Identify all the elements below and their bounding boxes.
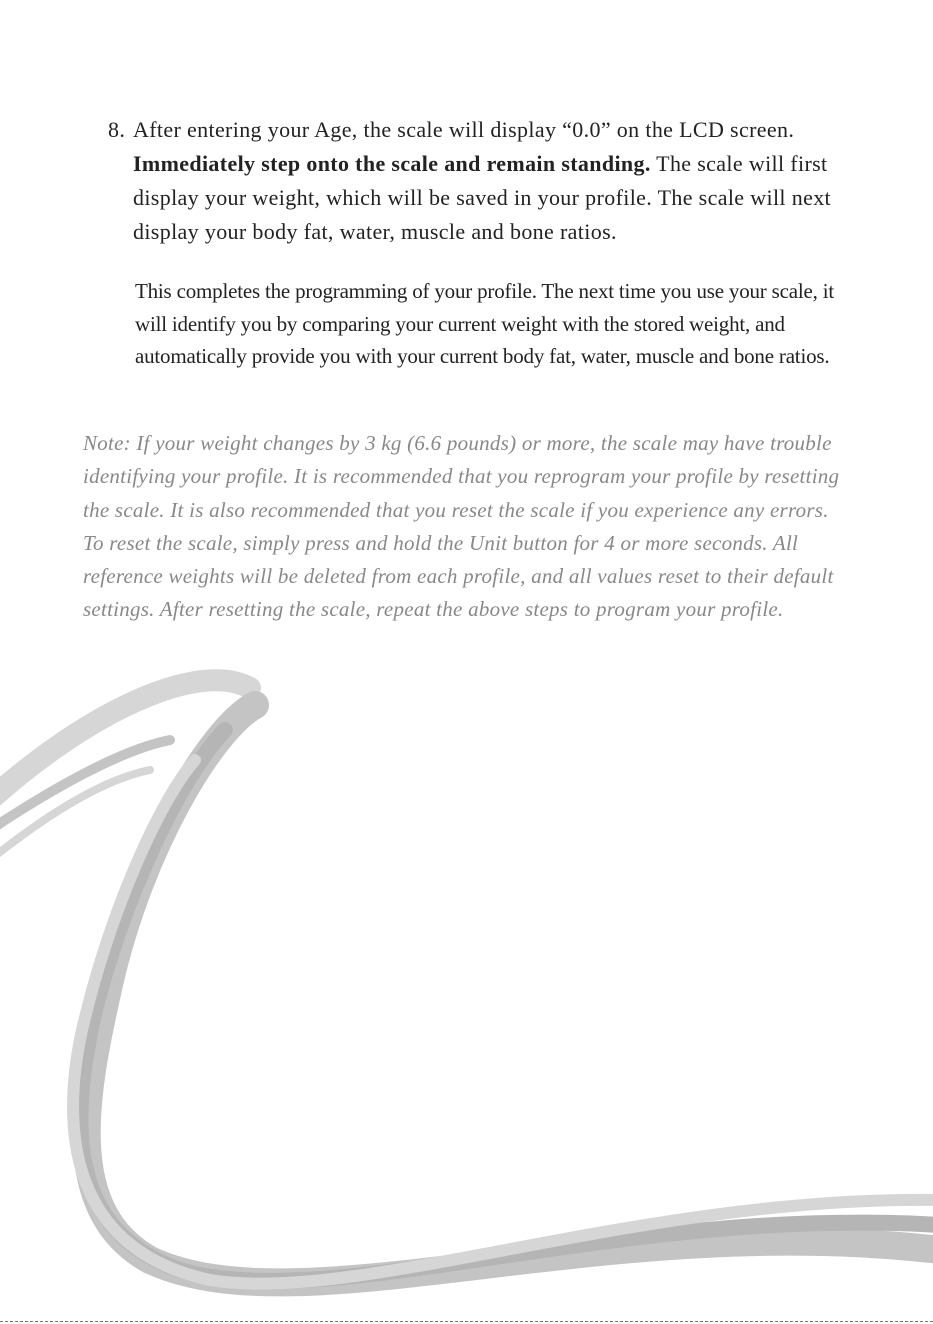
step-text bbox=[133, 113, 898, 249]
instruction-step-8 bbox=[108, 113, 898, 249]
step-text-rest: The scale will first display your weight, which will be saved in your profile. The scale will next display your body fat, water, muscle and bone ratios. bbox=[133, 151, 832, 244]
profile-complete-paragraph: This completes the programming of your profile. The next time you use your scale, it will identify you by comparing your current weight with the stored weight, and automatically provide you with your current body fat, water, muscle and bone ratios. bbox=[135, 279, 834, 368]
bottom-divider bbox=[0, 1321, 933, 1322]
decorative-swoosh-graphic bbox=[0, 650, 933, 1324]
swoosh-band bbox=[87, 705, 933, 1282]
swoosh-band bbox=[73, 760, 933, 1284]
swoosh-band bbox=[0, 740, 170, 830]
reset-note: Note: If your weight changes by 3 kg (6.6 pounds) or more, the scale may have trouble identifying your profile. It is recommended that you reprogram your profile by resetting the scale. It is also recommended that you reset the scale if you experience any errors. To reset the scale, simply press and hold the Unit button for 4 or more seconds. All reference weights will be deleted from each profile, and all values reset to their default settings. After resetting the scale, repeat the above steps to program your profile. bbox=[83, 431, 840, 622]
swoosh-band bbox=[80, 730, 933, 1281]
step-emphasis: Immediately step onto the scale and remain standing. bbox=[133, 151, 651, 176]
step-text-intro: After entering your Age, the scale will display “0.0” on the LCD screen. bbox=[133, 117, 795, 142]
step-number: 8. bbox=[108, 117, 126, 142]
